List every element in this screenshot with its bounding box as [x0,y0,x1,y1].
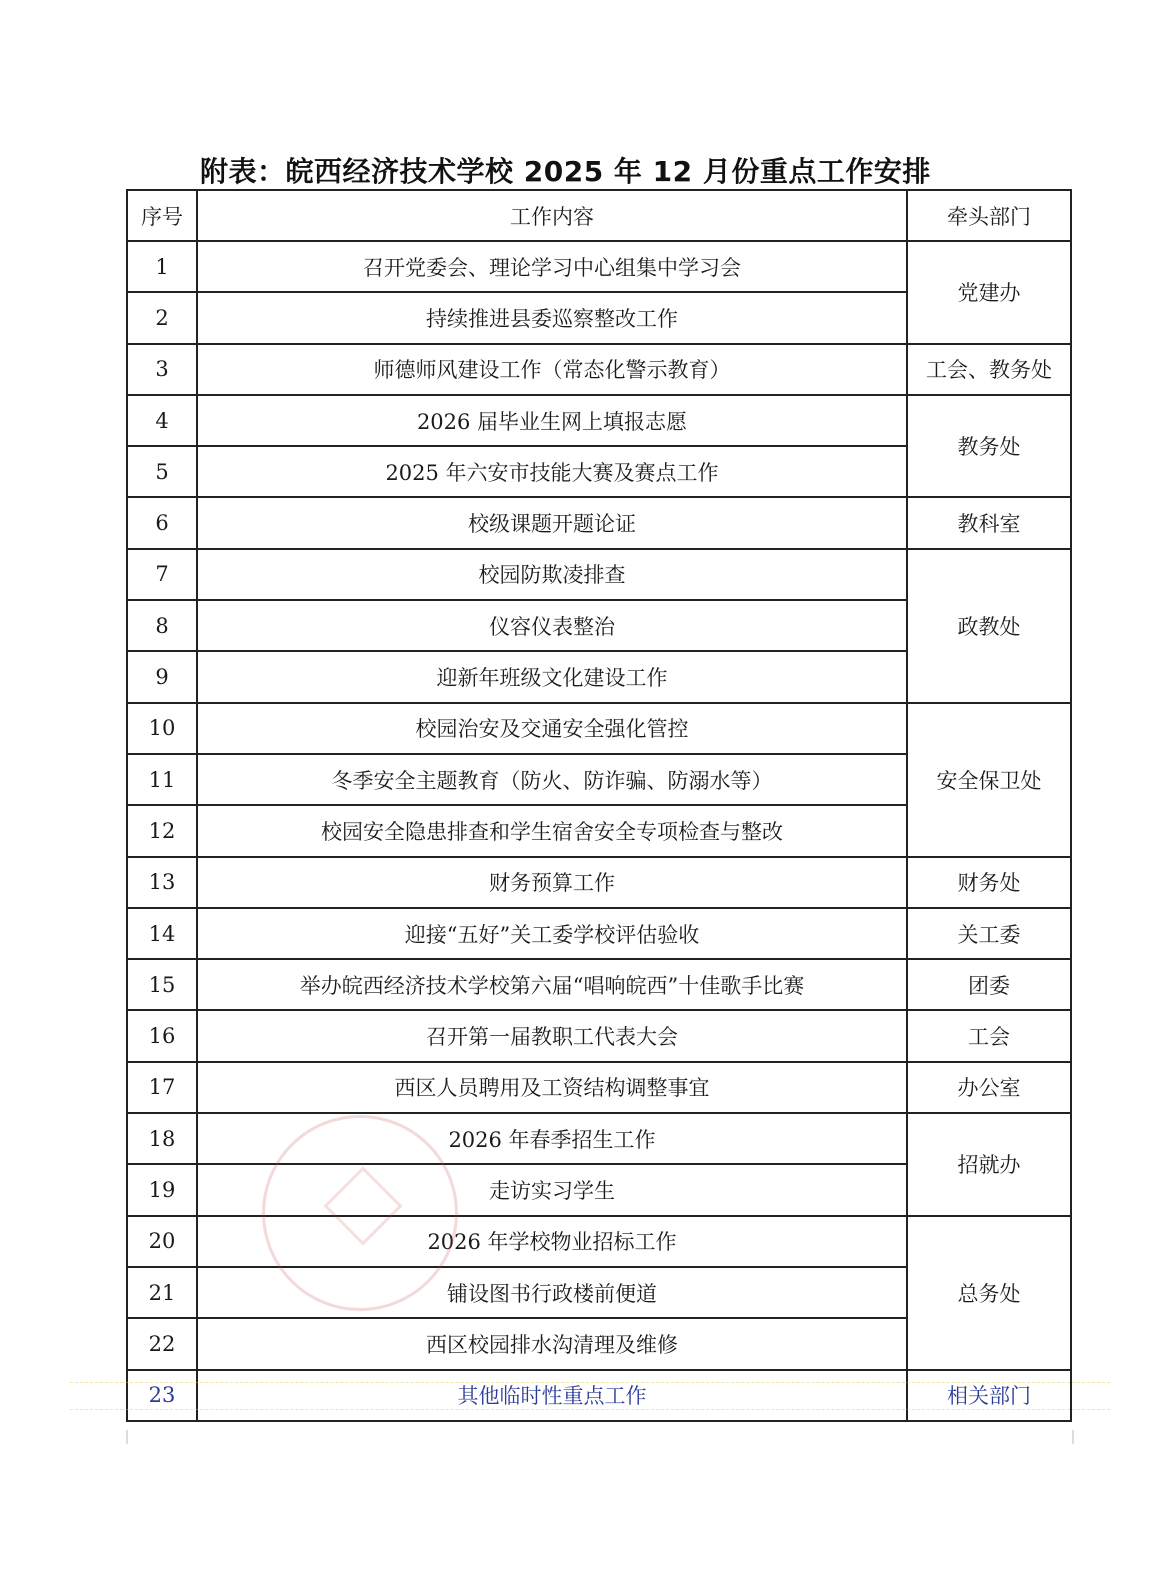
scan-bleed-through [126,1430,1074,1444]
work-content-cell: 其他临时性重点工作 [197,1370,907,1421]
table-row [127,857,1071,908]
row-number: 14 [127,908,197,959]
header-no: 序号 [127,190,197,241]
row-number: 16 [127,1010,197,1061]
header-content: 工作内容 [197,190,907,241]
row-number: 21 [127,1267,197,1318]
row-number: 8 [127,600,197,651]
row-number: 22 [127,1318,197,1369]
scan-watermark-band [70,1382,1110,1410]
work-content-cell: 校园防欺凌排查 [197,549,907,600]
work-content-cell: 仪容仪表整治 [197,600,907,651]
work-content-cell: 西区人员聘用及工资结构调整事宜 [197,1062,907,1113]
row-number: 12 [127,805,197,856]
row-number: 11 [127,754,197,805]
row-number: 5 [127,446,197,497]
lead-department-cell: 政教处 [907,549,1071,703]
work-content-cell: 持续推进县委巡察整改工作 [197,292,907,343]
table-row [127,1010,1071,1061]
row-number: 15 [127,959,197,1010]
work-content-cell: 2026 届毕业生网上填报志愿 [197,395,907,446]
table-row [127,549,1071,600]
row-number: 9 [127,651,197,702]
row-number: 20 [127,1216,197,1267]
row-number: 6 [127,497,197,548]
row-number: 19 [127,1164,197,1215]
lead-department-cell: 财务处 [907,857,1071,908]
header-department: 牵头部门 [907,190,1071,241]
lead-department-cell: 工会、教务处 [907,344,1071,395]
lead-department-cell: 招就办 [907,1113,1071,1216]
row-number: 3 [127,344,197,395]
lead-department-cell: 团委 [907,959,1071,1010]
lead-department-cell: 关工委 [907,908,1071,959]
work-content-cell: 召开第一届教职工代表大会 [197,1010,907,1061]
work-content-cell: 迎新年班级文化建设工作 [197,651,907,702]
row-number: 10 [127,703,197,754]
work-content-cell: 冬季安全主题教育（防火、防诈骗、防溺水等） [197,754,907,805]
row-number: 18 [127,1113,197,1164]
work-content-cell: 校园治安及交通安全强化管控 [197,703,907,754]
table-row [127,703,1071,754]
lead-department-cell: 总务处 [907,1216,1071,1370]
row-number: 7 [127,549,197,600]
lead-department-cell: 安全保卫处 [907,703,1071,857]
table-row [127,959,1071,1010]
lead-department-cell: 办公室 [907,1062,1071,1113]
work-content-cell: 迎接“五好”关工委学校评估验收 [197,908,907,959]
work-content-cell: 师德师风建设工作（常态化警示教育） [197,344,907,395]
work-content-cell: 校级课题开题论证 [197,497,907,548]
official-seal-stamp [262,1115,458,1311]
table-row [127,344,1071,395]
row-number: 13 [127,857,197,908]
table-header-row [127,190,1071,241]
table-row [127,908,1071,959]
work-content-cell: 2025 年六安市技能大赛及赛点工作 [197,446,907,497]
lead-department-cell: 工会 [907,1010,1071,1061]
work-content-cell: 财务预算工作 [197,857,907,908]
table-row [127,241,1071,292]
lead-department-cell: 教务处 [907,395,1071,498]
lead-department-cell: 党建办 [907,241,1071,344]
work-content-cell: 校园安全隐患排查和学生宿舍安全专项检查与整改 [197,805,907,856]
work-content-cell: 召开党委会、理论学习中心组集中学习会 [197,241,907,292]
table-row [127,1062,1071,1113]
lead-department-cell: 相关部门 [907,1370,1071,1421]
row-number: 4 [127,395,197,446]
work-content-cell: 西区校园排水沟清理及维修 [197,1318,907,1369]
lead-department-cell: 教科室 [907,497,1071,548]
work-content-cell: 2026 年学校物业招标工作 [197,1216,907,1267]
row-number: 1 [127,241,197,292]
row-number: 17 [127,1062,197,1113]
table-row [127,395,1071,446]
table-row [127,497,1071,548]
work-content-cell: 2026 年春季招生工作 [197,1113,907,1164]
work-content-cell: 铺设图书行政楼前便道 [197,1267,907,1318]
table-row [127,1113,1071,1164]
document-title: 附表：皖西经济技术学校 2025 年 12 月份重点工作安排 [200,155,931,188]
row-number: 23 [127,1370,197,1421]
row-number: 2 [127,292,197,343]
work-content-cell: 走访实习学生 [197,1164,907,1215]
work-content-cell: 举办皖西经济技术学校第六届“唱响皖西”十佳歌手比赛 [197,959,907,1010]
